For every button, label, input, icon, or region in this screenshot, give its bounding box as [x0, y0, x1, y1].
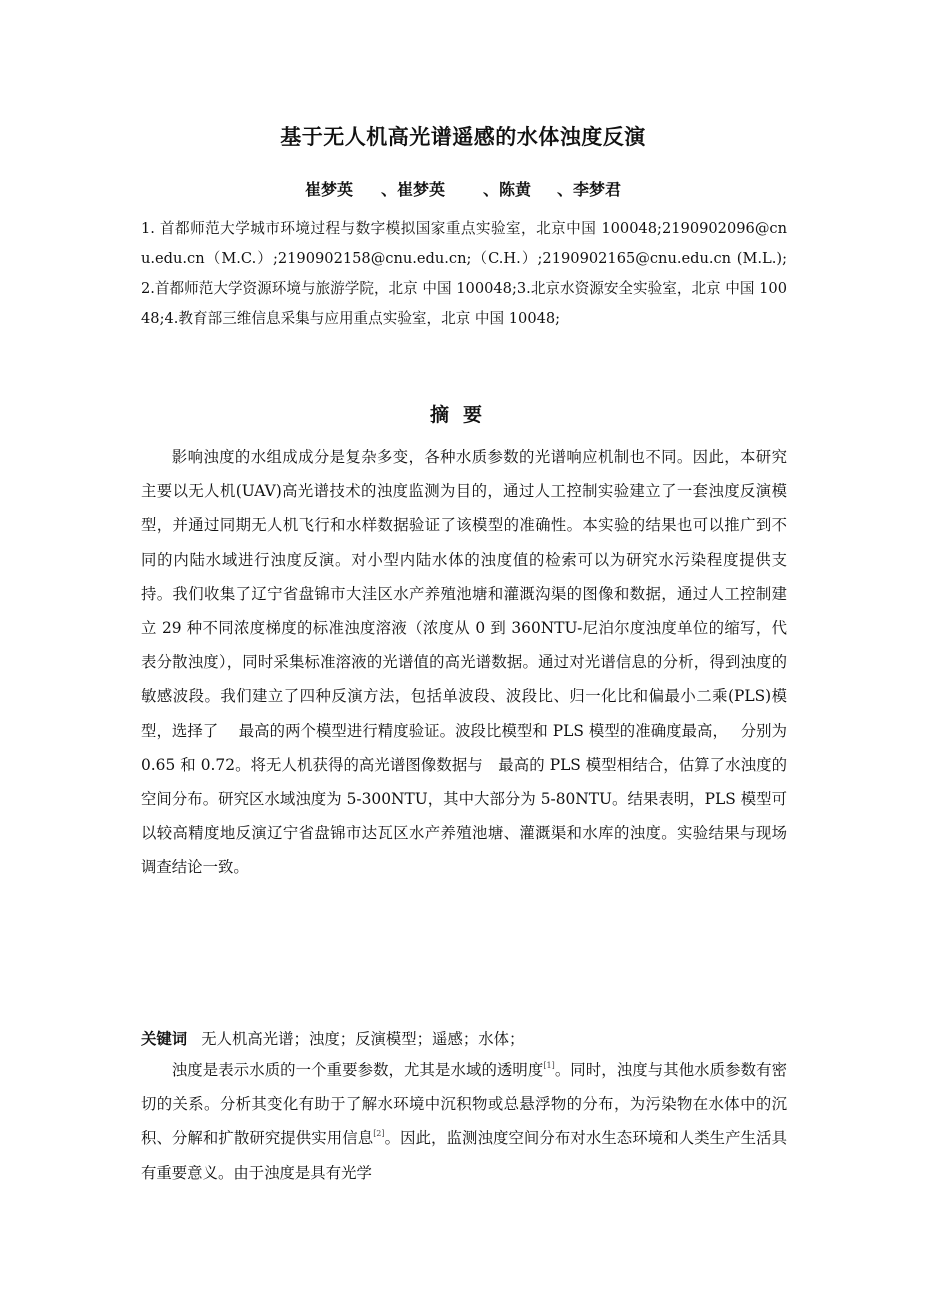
- author-1: 崔梦英: [304, 180, 353, 199]
- keywords-label: 关键词: [141, 1030, 188, 1048]
- intro-paragraph: [141, 1053, 787, 1190]
- keywords-text: 无人机高光谱；浊度；反演模型；遥感；水体；: [201, 1030, 525, 1048]
- author-4: 、李梦君: [557, 180, 622, 199]
- affiliations: 1. 首都师范大学城市环境过程与数字模拟国家重点实验室，北京中国 100048;2190902096@cnu.edu.cn（M.C.）;2190902158@cnu.edu.cn;（C.H.）;2190902165@cnu.edu.cn (M.L.);2.首都师范大学资源环境与旅游学院，北京 中国 100048;3.北京水资源安全实验室，北京 中国 10048;4.教育部三维信息采集与应用重点实验室，北京 中国 10048;: [141, 220, 787, 327]
- citation-ref-1[interactable]: [1]: [543, 1061, 555, 1070]
- intro-text-2: 。同时，浊度与其他水质参数有密切的关系。分析其变化有助于了解水环境中沉积物或总悬浮物的分布，为污染物在水体中的沉积、分解和扩散研究提供实用信息: [141, 1061, 787, 1148]
- abstract-body: 影响浊度的水组成成分是复杂多变，各种水质参数的光谱响应机制也不同。因此，本研究主要以无人机(UAV)高光谱技术的浊度监测为目的，通过人工控制实验建立了一套浊度反演模型，并通过同期无人机飞行和水样数据验证了该模型的准确性。本实验的结果也可以推广到不同的内陆水域进行浊度反演。对小型内陆水体的浊度值的检索可以为研究水污染程度提供支持。我们收集了辽宁省盘锦市大洼区水产养殖池塘和灌溉沟渠的图像和数据，通过人工控制建立 29 种不同浓度梯度的标准浊度溶液（浓度从 0 到 360NTU-尼泊尔度浊度单位的缩写，代表分散浊度），同时采集标准溶液的光谱值的高光谱数据。通过对光谱信息的分析，得到浊度的敏感波段。我们建立了四种反演方法，包括单波段、波段比、归一化比和偏最小二乘(PLS)模型，选择了 最高的两个模型进行精度验证。波段比模型和 PLS 模型的准确度最高， 分别为 0.65 和 0.72。将无人机获得的高光谱图像数据与 最高的 PLS 模型相结合，估算了水浊度的空间分布。研究区水域浊度为 5-300NTU，其中大部分为 5-80NTU。结果表明，PLS 模型可以较高精度地反演辽宁省盘锦市达瓦区水产养殖池塘、灌溉渠和水库的浊度。实验结果与现场调查结论一致。: [141, 448, 787, 877]
- intro-text-1: 浊度是表示水质的一个重要参数，尤其是水域的透明度: [171, 1061, 544, 1079]
- abstract-heading: 摘要: [429, 404, 496, 426]
- keywords-line: [141, 1024, 787, 1054]
- intro-text-3: 。因此，监测浊度空间分布对水生态环境和人类生产生活具有重要意义。由于浊度是具有光学: [141, 1129, 787, 1182]
- author-list: [0, 177, 926, 200]
- author-3: 、陈黄: [483, 180, 532, 199]
- citation-ref-2[interactable]: [2]: [373, 1129, 385, 1139]
- paper-title: 基于无人机高光谱遥感的水体浊度反演: [280, 125, 646, 149]
- author-2: 、崔梦英: [380, 180, 445, 199]
